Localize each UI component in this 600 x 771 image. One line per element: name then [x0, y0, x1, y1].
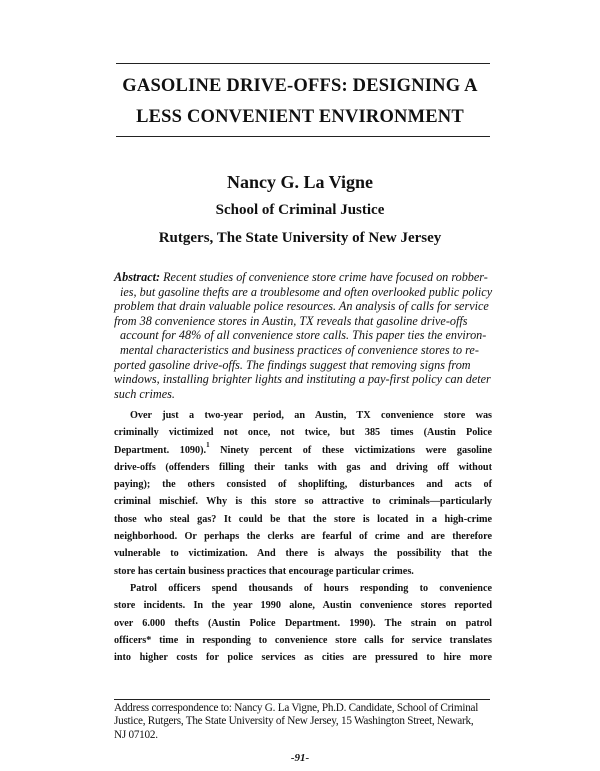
abstract-label: Abstract: [114, 270, 161, 284]
abstract-line: from 38 convenience stores in Austin, TX reveals that gasoline drive-offs [114, 313, 468, 328]
body-line: those who steal gas? It could be that the store is located in a high-crime [114, 513, 492, 525]
affiliation-university: Rutgers, The State University of New Jersey [158, 230, 442, 246]
body-text [114, 407, 492, 666]
abstract-line: windows, installing brighter lights and instituting a pay-first policy can deter [114, 372, 491, 387]
body-line: Patrol officers spend thousands of hours responding to convenience [130, 582, 492, 594]
title-rule-top [116, 63, 490, 64]
body-line: paying); the others consisted of shoplifting, disturbances and acts of [114, 479, 492, 491]
author-name: Nancy G. La Vigne [226, 172, 373, 192]
footnote-marker: 1 [206, 440, 210, 449]
title-rule-bottom [116, 136, 490, 137]
footnote [114, 702, 494, 742]
footnote-line: NJ 07102. [114, 728, 158, 741]
body-line: neighborhood. Or perhaps the clerks are fearful of crime and are therefore [114, 531, 492, 543]
body-line: drive-offs (offenders filling their tanks with gas and driving off without [114, 461, 492, 473]
paper-title-line-2: LESS CONVENIENT ENVIRONMENT [136, 107, 464, 127]
paper-title-line-1: GASOLINE DRIVE-OFFS: DESIGNING A [122, 76, 478, 96]
abstract-line: account for 48% of all convenience store calls. This paper ties the environ- [120, 328, 487, 343]
body-line: over 6.000 thefts (Austin Police Department. 1990). The strain on patrol [114, 617, 492, 629]
body-line: store has certain business practices that encourage particular crimes. [114, 565, 414, 577]
body-line: officers* time in responding to convenience store calls for service translates [114, 634, 492, 646]
body-line-text: Department. 1090). [114, 444, 207, 456]
abstract-line: ies, but gasoline thefts are a troublesome and often overlooked public policy [120, 284, 493, 299]
body-line: into higher costs for police services as cities are pressured to hire more [114, 652, 492, 664]
body-line: Over just a two-year period, an Austin, TX convenience store was [130, 410, 492, 421]
body-line: criminally victimized not once, not twice, but 385 times (Austin Police [114, 427, 492, 439]
body-line: store incidents. In the year 1990 alone, Austin convenience stores reported [114, 600, 492, 612]
footnote-rule [114, 699, 490, 700]
body-line: vulnerable to victimization. And there is always the possibility that the [114, 548, 492, 560]
abstract-line: such crimes. [114, 386, 175, 401]
body-line-text: Ninety percent of these victimizations were gasoline [220, 444, 493, 456]
body-line [114, 442, 492, 459]
affiliation-school: School of Criminal Justice [215, 202, 385, 218]
abstract-line: ported gasoline drive-offs. The findings suggest that removing signs from [114, 357, 471, 372]
abstract [114, 270, 492, 401]
abstract-line-text: Recent studies of convenience store crime have focused on robber- [163, 270, 488, 284]
abstract-line: problem that drain valuable police resources. An analysis of calls for service [114, 299, 489, 314]
abstract-line [114, 270, 492, 285]
footnote-line: Justice, Rutgers, The State University of New Jersey, 15 Washington Street, Newark, [114, 715, 474, 728]
abstract-line: mental characteristics and business practices of convenience stores to re- [120, 342, 479, 357]
footnote-line: Address correspondence to: Nancy G. La Vigne, Ph.D. Candidate, School of Criminal [114, 702, 479, 714]
page-number: -91- [290, 752, 310, 764]
body-line: criminal mischief. Why is this store so attractive to criminals—particularly [114, 496, 492, 508]
